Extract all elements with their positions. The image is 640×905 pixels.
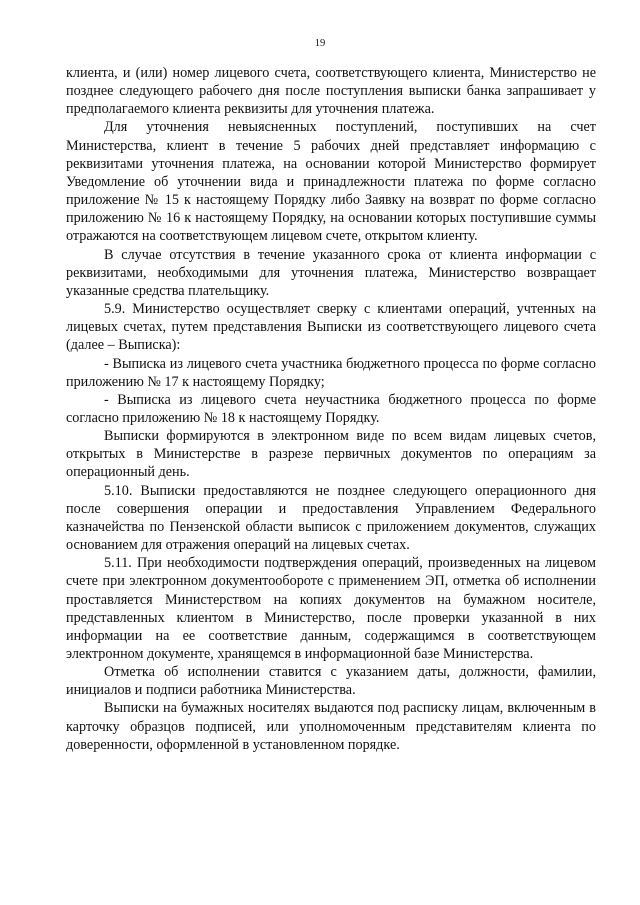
paragraph-5-9: 5.9. Министерство осуществляет сверку с клиентами операций, учтенных на лицевых счетах, путем представления Выписки из соответствующего лицевого счета (далее – Выписка): [66,301,596,354]
page-number: 19 [314,38,326,49]
paragraph-execution-mark: Отметка об исполнении ставится с указанием даты, должности, фамилии, инициалов и подписи работника Министерства. [66,664,596,699]
list-item-statement-non-participant: - Выписка из лицевого счета неучастника бюджетного процесса по форме согласно приложению № 18 к настоящему Порядку. [66,391,596,426]
paragraph-5-10: 5.10. Выписки предоставляются не позднее следующего операционного дня после совершения операции и предоставления Управлением Федерального казначейства по Пензенской области выписок с приложением документов, служащих основанием для отражения операций на лицевых счетах. [66,482,596,554]
paragraph-5-11: 5.11. При необходимости подтверждения операций, произведенных на лицевом счете при электронном документообороте с применением ЭП, отметка об исполнении проставляется Министерством на копиях документов на бумажном носителе, представленных клиентом в Министерство, после проверки указанной в них информации на ее соответствие данным, содержащимся в соответствующем электронном документе, хранящемся в информационной базе Министерства. [66,555,596,662]
paragraph-continuation: клиента, и (или) номер лицевого счета, соответствующего клиента, Министерство не позднее следующего рабочего дня после поступления выписки банка запрашивает у предполагаемого клиента реквизиты для уточнения платежа. [66,65,596,118]
paragraph-refund-to-payer: В случае отсутствия в течение указанного срока от клиента информации с реквизитами, необходимыми для уточнения платежа, Министерство возвращает указанные средства плательщику. [66,246,596,299]
list-item-statement-participant: - Выписка из лицевого счета участника бюджетного процесса по форме согласно приложению № 17 к настоящему Порядку; [66,355,596,390]
paragraph-statements-electronic: Выписки формируются в электронном виде по всем видам лицевых счетов, открытых в Министерстве в разрезе первичных документов по операциям за операционный день. [66,428,596,481]
paragraph-paper-statements: Выписки на бумажных носителях выдаются под расписку лицам, включенным в карточку образцов подписей, или уполномоченным представителям клиента по доверенности, оформленной в установленном порядке. [66,700,596,753]
paragraph-unidentified-receipts: Для уточнения невыясненных поступлений, поступивших на счет Министерства, клиент в течение 5 рабочих дней представляет информацию с реквизитами уточнения платежа, на основании которой Министерство формирует Уведомление об уточнении вида и принадлежности платежа по форме согласно приложение № 15 к настоящему Порядку либо Заявку на возврат по форме согласно приложению № 16 к настоящему Порядку, на основании которых поступившие суммы отражаются на соответствующем лицевом счете, открытом клиенту. [66,119,596,245]
document-body [66,64,596,754]
